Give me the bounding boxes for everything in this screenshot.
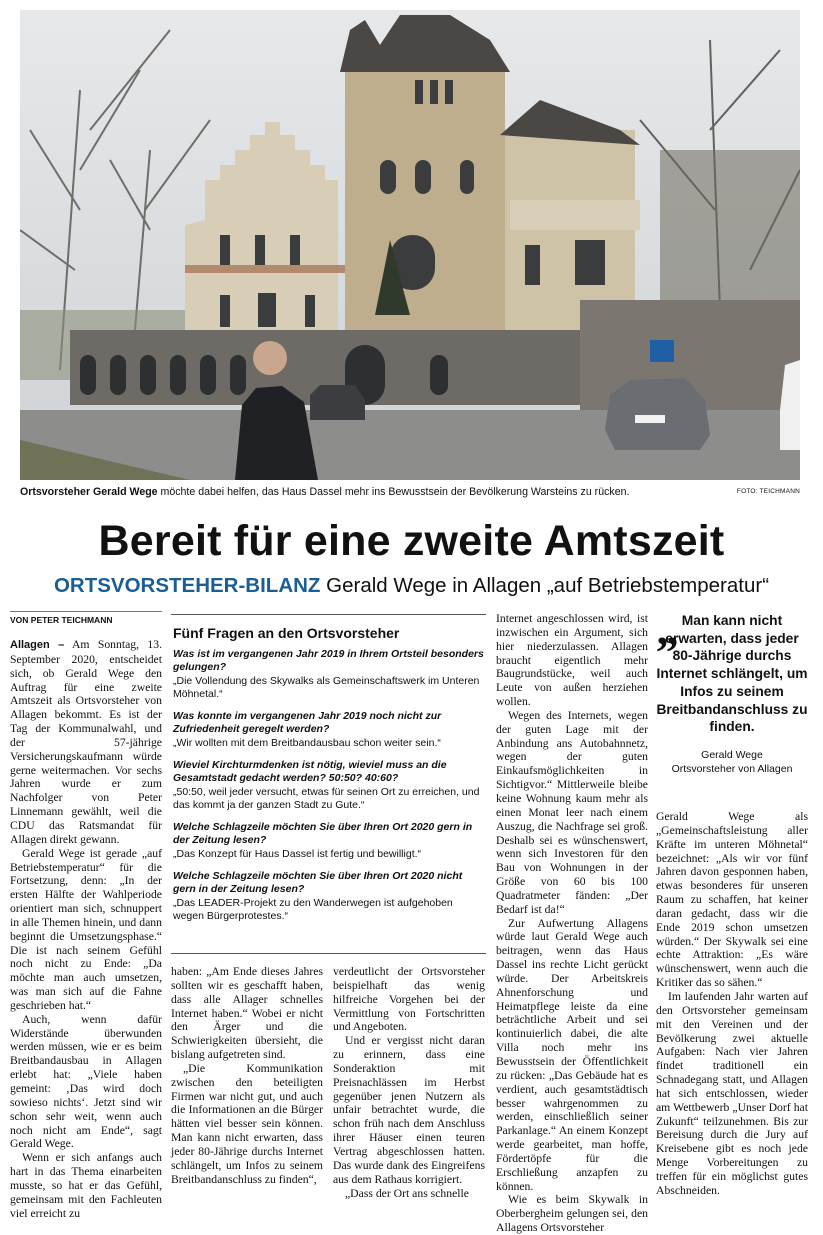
paragraph-text: Am Sonntag, 13. September 2020, entscheidet sich, ob Gerald Wege den Auftrag für eine zweite Amtszeit als Ortsvorsteher von Allagen bekommt. Es ist der Tag der Kommunalwahl, und der 57-jährige Versicherungskaufmann würde gerne weitermachen. Vor sechs Jahren wurde er zum Nachfolger von Peter Linnemann gewählt, weil die CDU das Ratsmandat für Allagen direkt gewann. xyxy=(10,638,163,846)
paragraph: Zur Aufwertung Allagens würde laut Gerald Wege auch beitragen, wenn das Haus Dassel ins rechte Licht gerückt würde. Der Arbeitskreis Ahnenforschung und Heimatpflege leiste da eine beträchtliche Arbeit und sei kontinuierlich dabei, die alte Villa noch mehr ins Bewusstsein der Öffentlichkeit zu rücken: „Das Gebäude hat es verdient, auch gesamtstädtisch besser wahrgenommen zu werden, einschließlich seiner Parkanlage.“ An einem Konzept werde gearbeitet, man hoffe, Fördertöpfe für die Erschließung anzapfen zu können. xyxy=(496,916,648,1193)
pull-quote xyxy=(656,603,808,776)
qa-box-title: Fünf Fragen an den Ortsvorsteher xyxy=(173,625,400,641)
paragraph: Gerald Wege ist gerade „auf Betriebstemperatur“ für die Fortsetzung, denn: „In der ersten Hälfte der Wahlperiode orientiert man sich, schnuppert in alle Themen hinein, und dann beginnt die Umsetzungsphase.“ Die ist nach seinem Gefühl noch nicht zu Ende: „Da möchte man auch umsetzen, was man sich auf die Fahne geschrieben hat.“ xyxy=(10,846,162,1012)
paragraph: Auch, wenn dafür Widerstände überwunden werden müssen, wie er es beim Breitbandausbau in Allagen erlebt hat: „Viele haben gemeint: ‚Das wird doch sowieso nichts‘. Jetzt sind wir schon sehr weit, wenn auch noch nicht am Ende“, sagt Gerald Wege. xyxy=(10,1012,162,1151)
photo-credit: FOTO: TEICHMANN xyxy=(736,488,800,495)
dateline: Allagen – xyxy=(10,639,65,651)
column-5 xyxy=(656,810,808,1198)
answer: „50:50, weil jeder versucht, etwas für seinen Ort zu erreichen, und das kommt ja der ganzen Stadt zu Gute.“ xyxy=(173,786,480,811)
subheadline-text: Gerald Wege in Allagen „auf Betriebstemperatur“ xyxy=(320,574,770,597)
answer: „Wir wollten mit dem Breitbandausbau schon weiter sein.“ xyxy=(173,737,441,749)
quote-name: Gerald Wege xyxy=(701,748,763,761)
quote-mark: „ xyxy=(656,603,679,654)
quote-role: Ortsvorsteher von Allagen xyxy=(671,762,793,775)
subheadline xyxy=(0,572,823,600)
qa-item xyxy=(173,648,486,701)
paragraph: Gerald Wege als „Gemeinschaftsleistung aller Kräfte im unteren Möhnetal“ bezeichnet: „Als wir vor fünf Jahren davon gesponnen haben, etwas besonderes für unseren Raum zu schaffen, hat keiner daran gedacht, dass wir die Ende 2019 schon umsetzen würden.“ Der Skywalk sei eine echte Attraktion: „Es wäre wünschenswert, wenn auch die Kritiker das so sähen.“ xyxy=(656,810,808,990)
question: Welche Schlagzeile möchten Sie über Ihren Ort 2020 nicht gern in der Zeitung lesen? xyxy=(173,870,463,895)
photo-caption xyxy=(20,484,800,500)
answer: „Die Vollendung des Skywalks als Gemeinschaftswerk im Unteren Möhnetal.“ xyxy=(173,675,480,700)
qa-item xyxy=(173,710,486,750)
paragraph: „Die Kommunikation zwischen den beteiligten Firmen war nicht gut, und auch die Informationen an die Bürger hätten viel besser sein können. Man kann nicht erwarten, dass jeder 80-Jährige durchs Internet schlängelt, um Infos zu seinem Breitbandanschluss zu finden“, xyxy=(171,1061,323,1186)
caption-text: möchte dabei helfen, das Haus Dassel mehr ins Bewusstsein der Bevölkerung Warsteins zu rücken. xyxy=(157,486,630,498)
byline: VON PETER TEICHMANN xyxy=(10,615,113,625)
quote-text: Man kann nicht erwarten, dass jeder 80-Jährige durchs Internet schlängelt, um Infos zu seinem Breitbandanschluss zu finden. xyxy=(656,613,808,735)
paragraph xyxy=(10,638,162,847)
column-1 xyxy=(10,638,162,1220)
qa-item xyxy=(173,870,486,923)
column-2 xyxy=(171,965,323,1187)
qa-box xyxy=(171,614,486,954)
paragraph: Wenn er sich anfangs auch hart in das Thema einarbeiten musste, so hat er das Gefühl, gemeinsam mit den Fachleuten viel erreicht zu xyxy=(10,1151,162,1220)
paragraph: haben: „Am Ende dieses Jahres sollten wir es geschafft haben, dass alle Allager schnelles Internet haben.“ Wobei er nicht den Ärger und die Schwierigkeiten übersieht, die bislang aufgetreten sind. xyxy=(171,965,323,1062)
question: Welche Schlagzeile möchten Sie über Ihren Ort 2020 gern in der Zeitung lesen? xyxy=(173,821,473,846)
paragraph: Wie es beim Skywalk in Oberbergheim gelungen sei, den Allagens Ortsvorsteher xyxy=(496,1193,648,1235)
kicker: ORTSVORSTEHER-BILANZ xyxy=(53,574,321,597)
qa-item xyxy=(173,821,486,861)
question: Was konnte im vergangenen Jahr 2019 noch nicht zur Zufriedenheit geregelt werden? xyxy=(173,710,442,735)
byline-rule xyxy=(10,611,162,612)
paragraph: Im laufenden Jahr warten auf den Ortsvorsteher gemeinsam mit den Vereinen und der Bevölkerung zwei aktuelle Aufgaben: Nach vier Jahren findet traditionell ein Schnadegang statt, und Allagen hat sich entschlossen, wieder am Wettbewerb „Unser Dorf hat Zukunft“ teilzunehmen. Bis zur Bereisung durch die Jury auf Kreisebene gibt es noch jede Menge Vorbereitungen zu treffen für ein möglichst gutes Abschneiden. xyxy=(656,989,808,1197)
answer: „Das Konzept für Haus Dassel ist fertig und bewilligt.“ xyxy=(173,848,422,860)
paragraph: „Dass der Ort ans schnelle xyxy=(345,1186,469,1200)
paragraph: Internet angeschlossen wird, ist inzwischen ein Argument, sich hier niederzulassen. Allagen braucht eigentlich mehr Baugrundstücke, weil auch Leute von außen herziehen wollen. xyxy=(496,612,648,709)
article-photo xyxy=(20,10,800,480)
headline: Bereit für eine zweite Amtszeit xyxy=(98,517,725,565)
question: Was ist im vergangenen Jahr 2019 in Ihrem Ortsteil besonders gelungen? xyxy=(173,648,484,673)
caption-name: Ortsvorsteher Gerald Wege xyxy=(20,486,158,498)
column-3 xyxy=(333,965,485,1200)
paragraph: Wegen des Internets, wegen der guten Lage mit der Anbindung ans Autobahnnetz, wegen der guten Einkaufsmöglichkeiten in Sichtigvor.“ Mittlerweile bleibe keine Wohnung kaum mehr als einen Monat leer nach einem Auszug, die Nachfrage sei groß. Deshalb sei es wünschenswert, wenn sich Investoren für den Bau von Wohnungen in der Größe von 60 bis 100 Quadratmeter fänden: „Der Bedarf ist da!“ xyxy=(496,708,648,916)
question: Wieviel Kirchturmdenken ist nötig, wieviel muss an die Gesamtstadt gedacht werden? 50:50? 40:60? xyxy=(173,759,447,784)
column-4 xyxy=(496,612,648,1235)
qa-item xyxy=(173,759,486,812)
paragraph: Und er vergisst nicht daran zu erinnern, dass eine Sonderaktion mit Preisnachlässen im Herbst gegenüber jenen Nutzern als unfair betrachtet wurde, die schon früh nach dem Anschluss ihrer Häuser einen teuren Vertrag abgeschlossen hatten. Das wurde dank des Eingreifens aus dem Rathaus korrigiert. xyxy=(333,1034,485,1186)
answer: „Das LEADER-Projekt zu den Wanderwegen ist aufgehoben wegen Bürgerprotestes.“ xyxy=(173,897,453,922)
paragraph: verdeutlicht der Ortsvorsteher beispielhaft das wenig hilfreiche Vorgehen bei der Vermittlung von Fortschritten und Angeboten. xyxy=(333,965,485,1034)
